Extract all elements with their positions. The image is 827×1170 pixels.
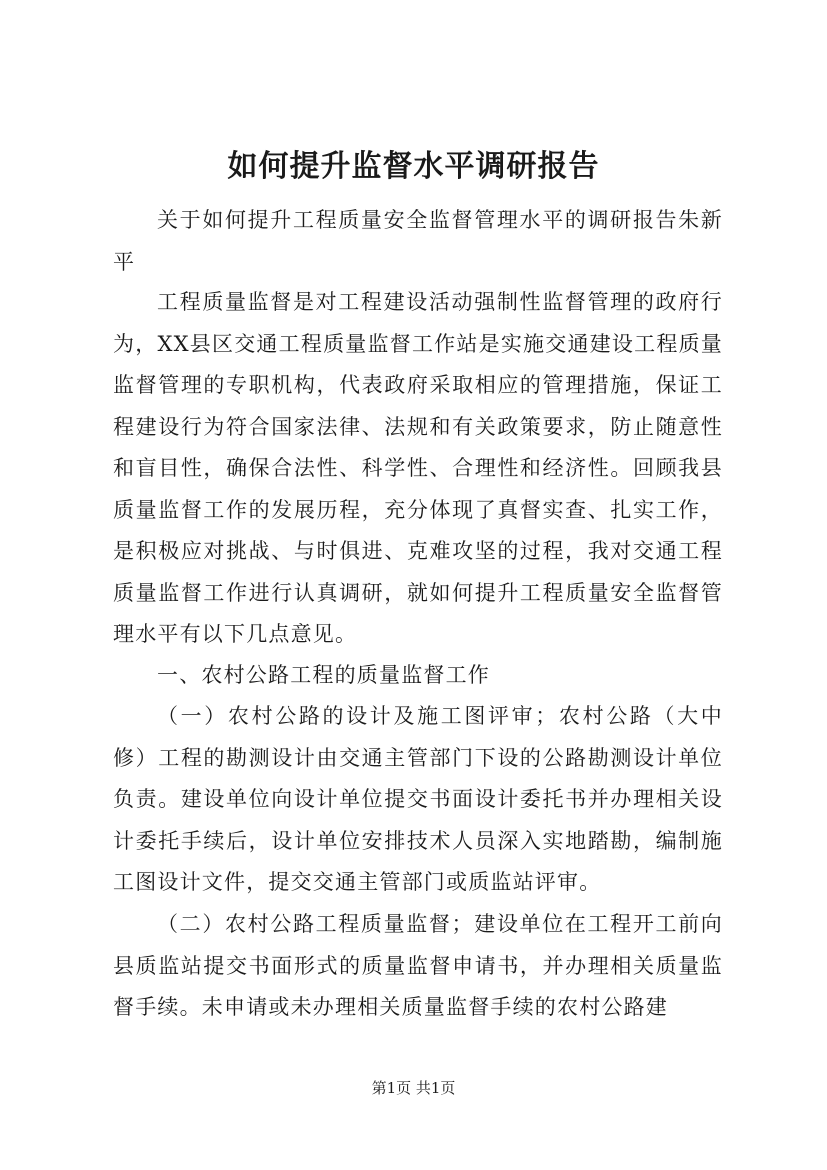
document-title: 如何提升监督水平调研报告 (227, 149, 600, 184)
page-footer: 第1页 共1页 (371, 1079, 456, 1097)
paragraph-item-1: （一）农村公路的设计及施工图评审；农村公路（大中修）工程的勘测设计由交通主管部门下设的公路勘测设计单位负责。建设单位向设计单位提交书面设计委托书并办理相关设计委托手续后，设计单位安排技术人员深入实地踏勘，编制施工图设计文件，提交交通主管部门或质监站评审。 (113, 704, 723, 894)
section-heading: 一、农村公路工程的质量监督工作 (157, 663, 490, 687)
paragraph-subtitle: 关于如何提升工程质量安全监督管理水平的调研报告朱新平 (113, 208, 723, 274)
paragraph-intro: 工程质量监督是对工程建设活动强制性监督管理的政府行为，XX县区交通工程质量监督工作站是实施交通建设工程质量监督管理的专职机构，代表政府采取相应的管理措施，保证工程建设行为符合国家法律、法规和有关政策要求，防止随意性和盲目性，确保合法性、科学性、合理性和经济性。回顾我县质量监督工作的发展历程，充分体现了真督实查、扎实工作，是积极应对挑战、与时俱进、克难攻坚的过程，我对交通工程质量监督工作进行认真调研，就如何提升工程质量安全监督管理水平有以下几点意见。 (113, 290, 723, 646)
paragraph-item-2: （二）农村公路工程质量监督；建设单位在工程开工前向县质监站提交书面形式的质量监督申请书，并办理相关质量监督手续。未申请或未办理相关质量监督手续的农村公路建 (113, 912, 723, 1019)
